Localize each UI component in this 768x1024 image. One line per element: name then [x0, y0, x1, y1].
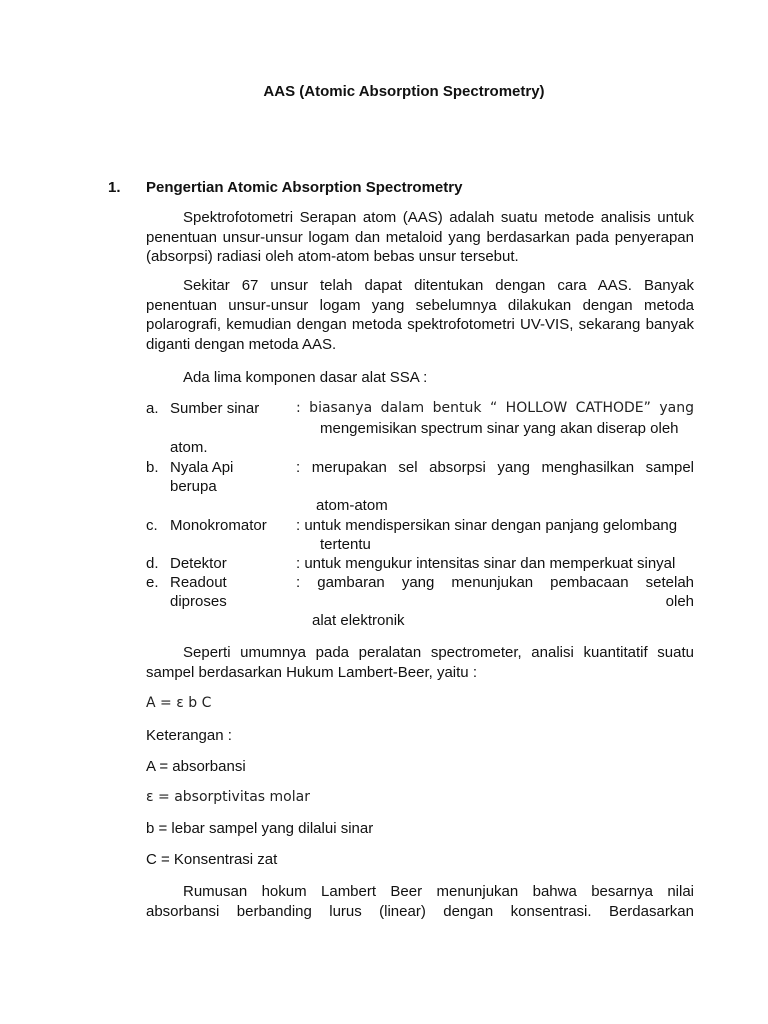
section-heading: Pengertian Atomic Absorption Spectrometry — [146, 179, 463, 196]
section-number: 1. — [108, 179, 121, 196]
list-item-desc-cont: tertentu — [320, 536, 371, 553]
list-item-letter: d. — [146, 555, 159, 572]
list-item-term: Readout — [170, 574, 227, 591]
list-item-desc-cont-row — [170, 592, 694, 612]
list-item-letter: c. — [146, 517, 158, 534]
list-item-desc-cont: atom-atom — [316, 497, 388, 514]
list-item-desc-cont: oleh — [665, 593, 694, 610]
list-item-desc-cont: mengemisikan spectrum sinar yang akan diserap oleh — [320, 420, 679, 437]
list-item-term: Monokromator — [170, 517, 267, 534]
list-item-term: Detektor — [170, 555, 227, 572]
list-item-term: Sumber sinar — [170, 400, 260, 417]
list-item-desc-cont: atom. — [170, 439, 208, 456]
list-item-desc-cont: berupa — [170, 478, 217, 495]
definition-konsentrasi: C = Konsentrasi zat — [146, 851, 278, 868]
definition-absorbansi: A = absorbansi — [146, 758, 246, 775]
keterangan-label: Keterangan : — [146, 727, 232, 744]
list-item-desc-cont: diproses — [170, 593, 227, 610]
paragraph-elements: Sekitar 67 unsur telah dapat ditentukan dengan cara AAS. Banyak penentuan unsur-unsur logam yang sebelumnya dilakukan dengan metoda polarografi, kemudian dengan metoda spektrofotometri UV-VIS, sekarang banyak diganti dengan metoda AAS. — [146, 277, 694, 353]
list-item-desc: : untuk mengukur intensitas sinar dan memperkuat sinyal — [296, 555, 676, 572]
list-item-desc-cont: alat elektronik — [312, 612, 405, 629]
paragraph-lambert-intro: Seperti umumnya pada peralatan spectrometer, analisi kuantitatif suatu sampel berdasarkan Hukum Lambert-Beer, yaitu : — [146, 644, 694, 681]
list-item-letter: a. — [146, 400, 159, 417]
paragraph-components-intro: Ada lima komponen dasar alat SSA : — [183, 369, 428, 386]
document-title: AAS (Atomic Absorption Spectrometry) — [263, 83, 545, 100]
list-item-letter: e. — [146, 574, 159, 591]
formula: A = ε b C — [146, 695, 212, 711]
list-item-term: Nyala Api — [170, 459, 234, 476]
paragraph-definition: Spektrofotometri Serapan atom (AAS) adalah suatu metode analisis untuk penentuan unsur-unsur logam dan metaloid yang berdasarkan pada penyerapan (absorpsi) radiasi oleh atom-atom bebas unsur tersebut. — [146, 209, 694, 265]
list-item-desc: : gambaran yang menunjukan pembacaan setelah — [296, 574, 694, 591]
list-item-desc: : merupakan sel absorpsi yang menghasilkan sampel — [296, 459, 694, 476]
list-item-letter: b. — [146, 459, 159, 476]
definition-lebar-sampel: b = lebar sampel yang dilalui sinar — [146, 820, 374, 837]
paragraph-closing: Rumusan hokum Lambert Beer menunjukan bahwa besarnya nilai absorbansi berbanding lurus (linear) dengan konsentrasi. Berdasarkan — [146, 883, 694, 920]
list-item-desc: : untuk mendispersikan sinar dengan panjang gelombang — [296, 517, 678, 534]
definition-absorptivitas: ε = absorptivitas molar — [146, 789, 310, 805]
list-item-desc: : biasanya dalam bentuk “ HOLLOW CATHODE” yang — [296, 400, 694, 416]
